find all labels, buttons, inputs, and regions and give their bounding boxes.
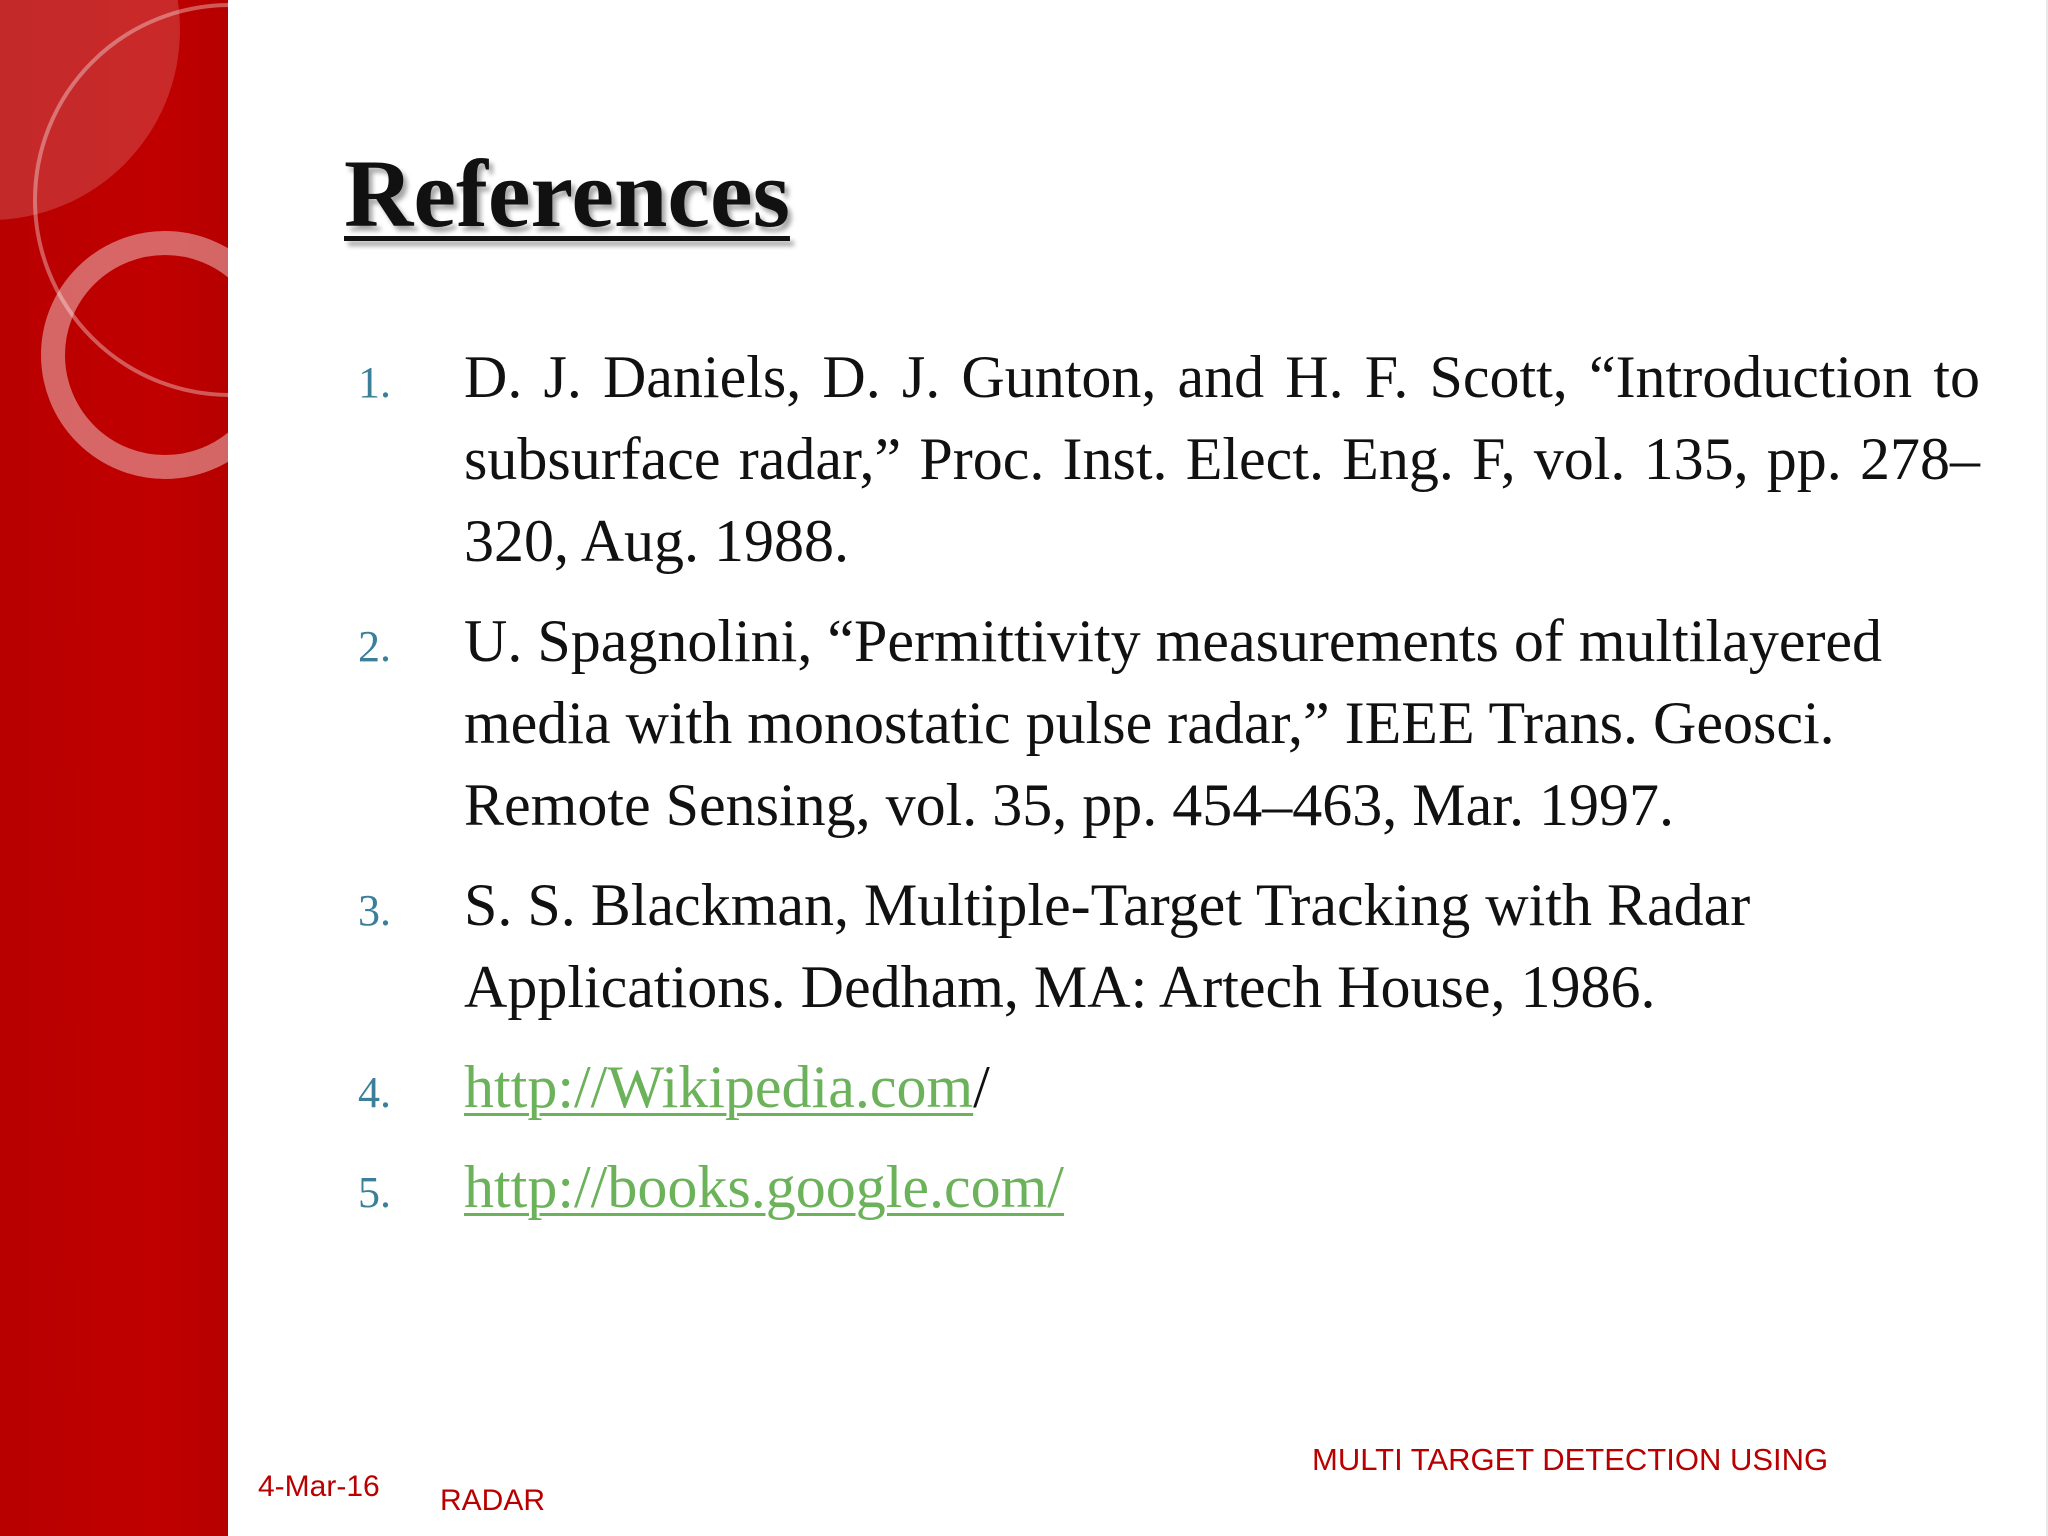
reference-text [464,1146,1980,1228]
reference-item-2 [344,600,1980,846]
reference-item-3 [344,864,1980,1028]
reference-item-1 [344,336,1980,582]
decorative-sidebar [0,0,228,1536]
link-suffix: / [973,1054,990,1120]
decorative-circles-graphic [0,0,228,1536]
footer-date: 4-Mar-16 [258,1470,380,1503]
wikipedia-link[interactable]: http://Wikipedia.com [464,1054,974,1120]
reference-number: 5. [358,1168,391,1217]
reference-text: U. Spagnolini, “Permittivity measurements of multilayered media with monostatic pulse radar,” IEEE Trans. Geosci. Remote Sensing, vol. 35, pp. 454–463, Mar. 1997. [464,608,1883,838]
reference-text: S. S. Blackman, Multiple-Target Tracking with Radar Applications. Dedham, MA: Artech House, 1986. [464,872,1751,1020]
slide-title: References [344,140,790,247]
references-list [344,336,1980,1246]
reference-number: 1. [358,358,391,407]
reference-number: 2. [358,622,391,671]
google-books-link[interactable]: http://books.google.com/ [464,1154,1064,1220]
reference-text: D. J. Daniels, D. J. Gunton, and H. F. Scott, “Introduction to subsurface radar,” Proc. Inst. Elect. Eng. F, vol. 135, pp. 278–320, Aug. 1988. [464,344,1980,574]
reference-text [464,1046,1980,1128]
footer-title-line-1: MULTI TARGET DETECTION USING [1312,1442,1829,1477]
reference-item-4 [344,1046,1980,1128]
footer-title-line-2: RADAR [440,1484,546,1517]
reference-number: 3. [358,886,391,935]
reference-item-5 [344,1146,1980,1228]
reference-number: 4. [358,1068,391,1117]
